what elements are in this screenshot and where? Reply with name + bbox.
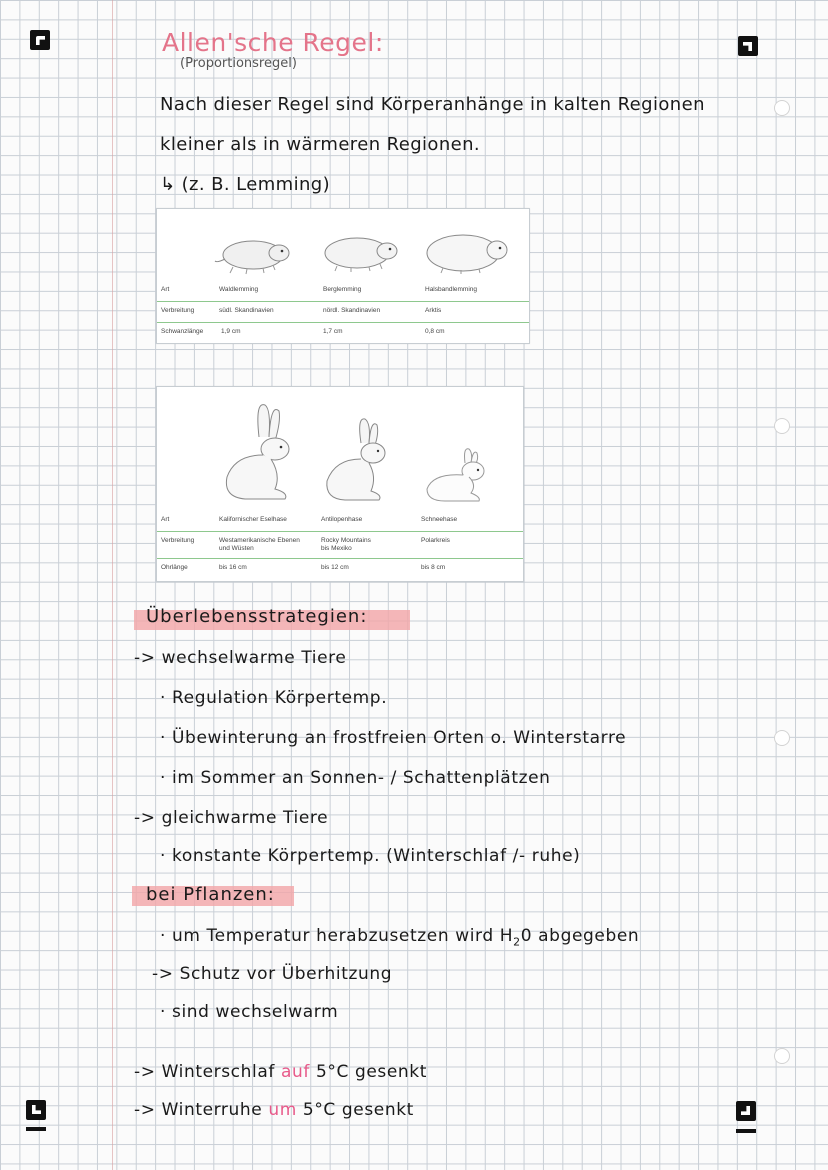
hibernation-text: -> Winterruhe bbox=[134, 1100, 263, 1120]
table-cell: Schneehase bbox=[421, 516, 458, 523]
list-item: · konstante Körpertemp. (Winterschlaf /- ruhe) bbox=[160, 846, 581, 866]
intro-line-2: kleiner als in wärmeren Regionen. bbox=[160, 134, 481, 155]
plants-item-text: · um Temperatur herabzusetzen wird H bbox=[160, 926, 514, 946]
corner-marker-top-left bbox=[30, 30, 50, 50]
eselhase-illustration bbox=[215, 397, 305, 503]
row-label: Verbreitung bbox=[161, 307, 195, 314]
table-cell: 1,9 cm bbox=[221, 328, 241, 335]
hibernation-text: 5°C gesenkt bbox=[302, 1100, 414, 1120]
table-cell: Polarkreis bbox=[421, 537, 450, 544]
lemming-table bbox=[157, 281, 529, 343]
punch-hole bbox=[774, 100, 790, 116]
table-cell: bis 12 cm bbox=[321, 564, 349, 571]
subscript: 2 bbox=[513, 935, 521, 949]
lemming-figure bbox=[156, 208, 530, 344]
table-cell: Waldlemming bbox=[219, 286, 259, 293]
row-label: Art bbox=[161, 516, 170, 523]
waldlemming-illustration bbox=[213, 231, 293, 275]
page-margin-line bbox=[112, 0, 113, 1170]
table-cell: bis 8 cm bbox=[421, 564, 446, 571]
list-item bbox=[160, 926, 639, 948]
highlighted-word: um bbox=[268, 1100, 297, 1120]
table-cell: Antilopenhase bbox=[321, 516, 363, 523]
row-label: Schwanzlänge bbox=[161, 328, 204, 335]
table-cell: Halsbandlemming bbox=[425, 286, 478, 293]
table-cell: 0,8 cm bbox=[425, 328, 445, 335]
corner-marker-bar bbox=[26, 1127, 46, 1131]
hibernation-line bbox=[134, 1100, 414, 1120]
list-item: · sind wechselwarm bbox=[160, 1002, 339, 1022]
highlighted-word: auf bbox=[280, 1062, 310, 1082]
punch-hole bbox=[774, 418, 790, 434]
plants-item-text: 0 abgegeben bbox=[520, 926, 640, 946]
list-item: · Übewinterung an frostfreien Orten o. Winterstarre bbox=[160, 728, 627, 748]
punch-hole bbox=[774, 1048, 790, 1064]
table-cell: Kalifornischer Eselhase bbox=[219, 516, 287, 523]
corner-marker-bar bbox=[736, 1129, 756, 1133]
berglemming-illustration bbox=[317, 229, 401, 273]
hibernation-text: -> Winterschlaf bbox=[134, 1062, 275, 1082]
hare-table bbox=[157, 511, 523, 579]
hare-figure bbox=[156, 386, 524, 582]
list-item: · im Sommer an Sonnen- / Schattenplätzen bbox=[160, 768, 551, 788]
intro-example: ↳ (z. B. Lemming) bbox=[160, 174, 331, 195]
punch-hole bbox=[774, 730, 790, 746]
table-cell: Arktis bbox=[425, 307, 442, 314]
table-cell: 1,7 cm bbox=[323, 328, 343, 335]
table-cell: Berglemming bbox=[323, 286, 362, 293]
table-cell: Rocky Mountains bis Mexiko bbox=[321, 537, 371, 552]
table-cell: südl. Skandinavien bbox=[219, 307, 274, 314]
intro-line-1: Nach dieser Regel sind Körperanhänge in kalten Regionen bbox=[160, 94, 705, 115]
warm-blooded-heading: -> gleichwarme Tiere bbox=[134, 808, 329, 828]
row-label: Verbreitung bbox=[161, 537, 195, 544]
list-item: -> Schutz vor Überhitzung bbox=[152, 964, 393, 984]
row-label: Ohrlänge bbox=[161, 564, 188, 571]
cold-blooded-heading: -> wechselwarme Tiere bbox=[134, 648, 347, 668]
list-item: · Regulation Körpertemp. bbox=[160, 688, 388, 708]
corner-marker-top-right bbox=[738, 36, 758, 56]
corner-marker-bottom-right bbox=[736, 1101, 756, 1121]
hibernation-line bbox=[134, 1062, 427, 1082]
corner-marker-bottom-left bbox=[26, 1100, 46, 1120]
page-subtitle: (Proportionsregel) bbox=[180, 56, 297, 71]
survival-heading: Überlebensstrategien: bbox=[146, 606, 368, 627]
page-title: Allen'sche Regel: bbox=[162, 28, 384, 57]
table-cell: bis 16 cm bbox=[219, 564, 247, 571]
table-cell: nördl. Skandinavien bbox=[323, 307, 381, 314]
hibernation-text: 5°C gesenkt bbox=[315, 1062, 427, 1082]
antilopenhase-illustration bbox=[317, 411, 397, 503]
row-label: Art bbox=[161, 286, 170, 293]
table-cell: Westamerikanische Ebenen und Wüsten bbox=[219, 537, 300, 552]
halsbandlemming-illustration bbox=[421, 225, 511, 275]
plants-heading: bei Pflanzen: bbox=[146, 884, 275, 905]
schneehase-illustration bbox=[419, 443, 493, 503]
